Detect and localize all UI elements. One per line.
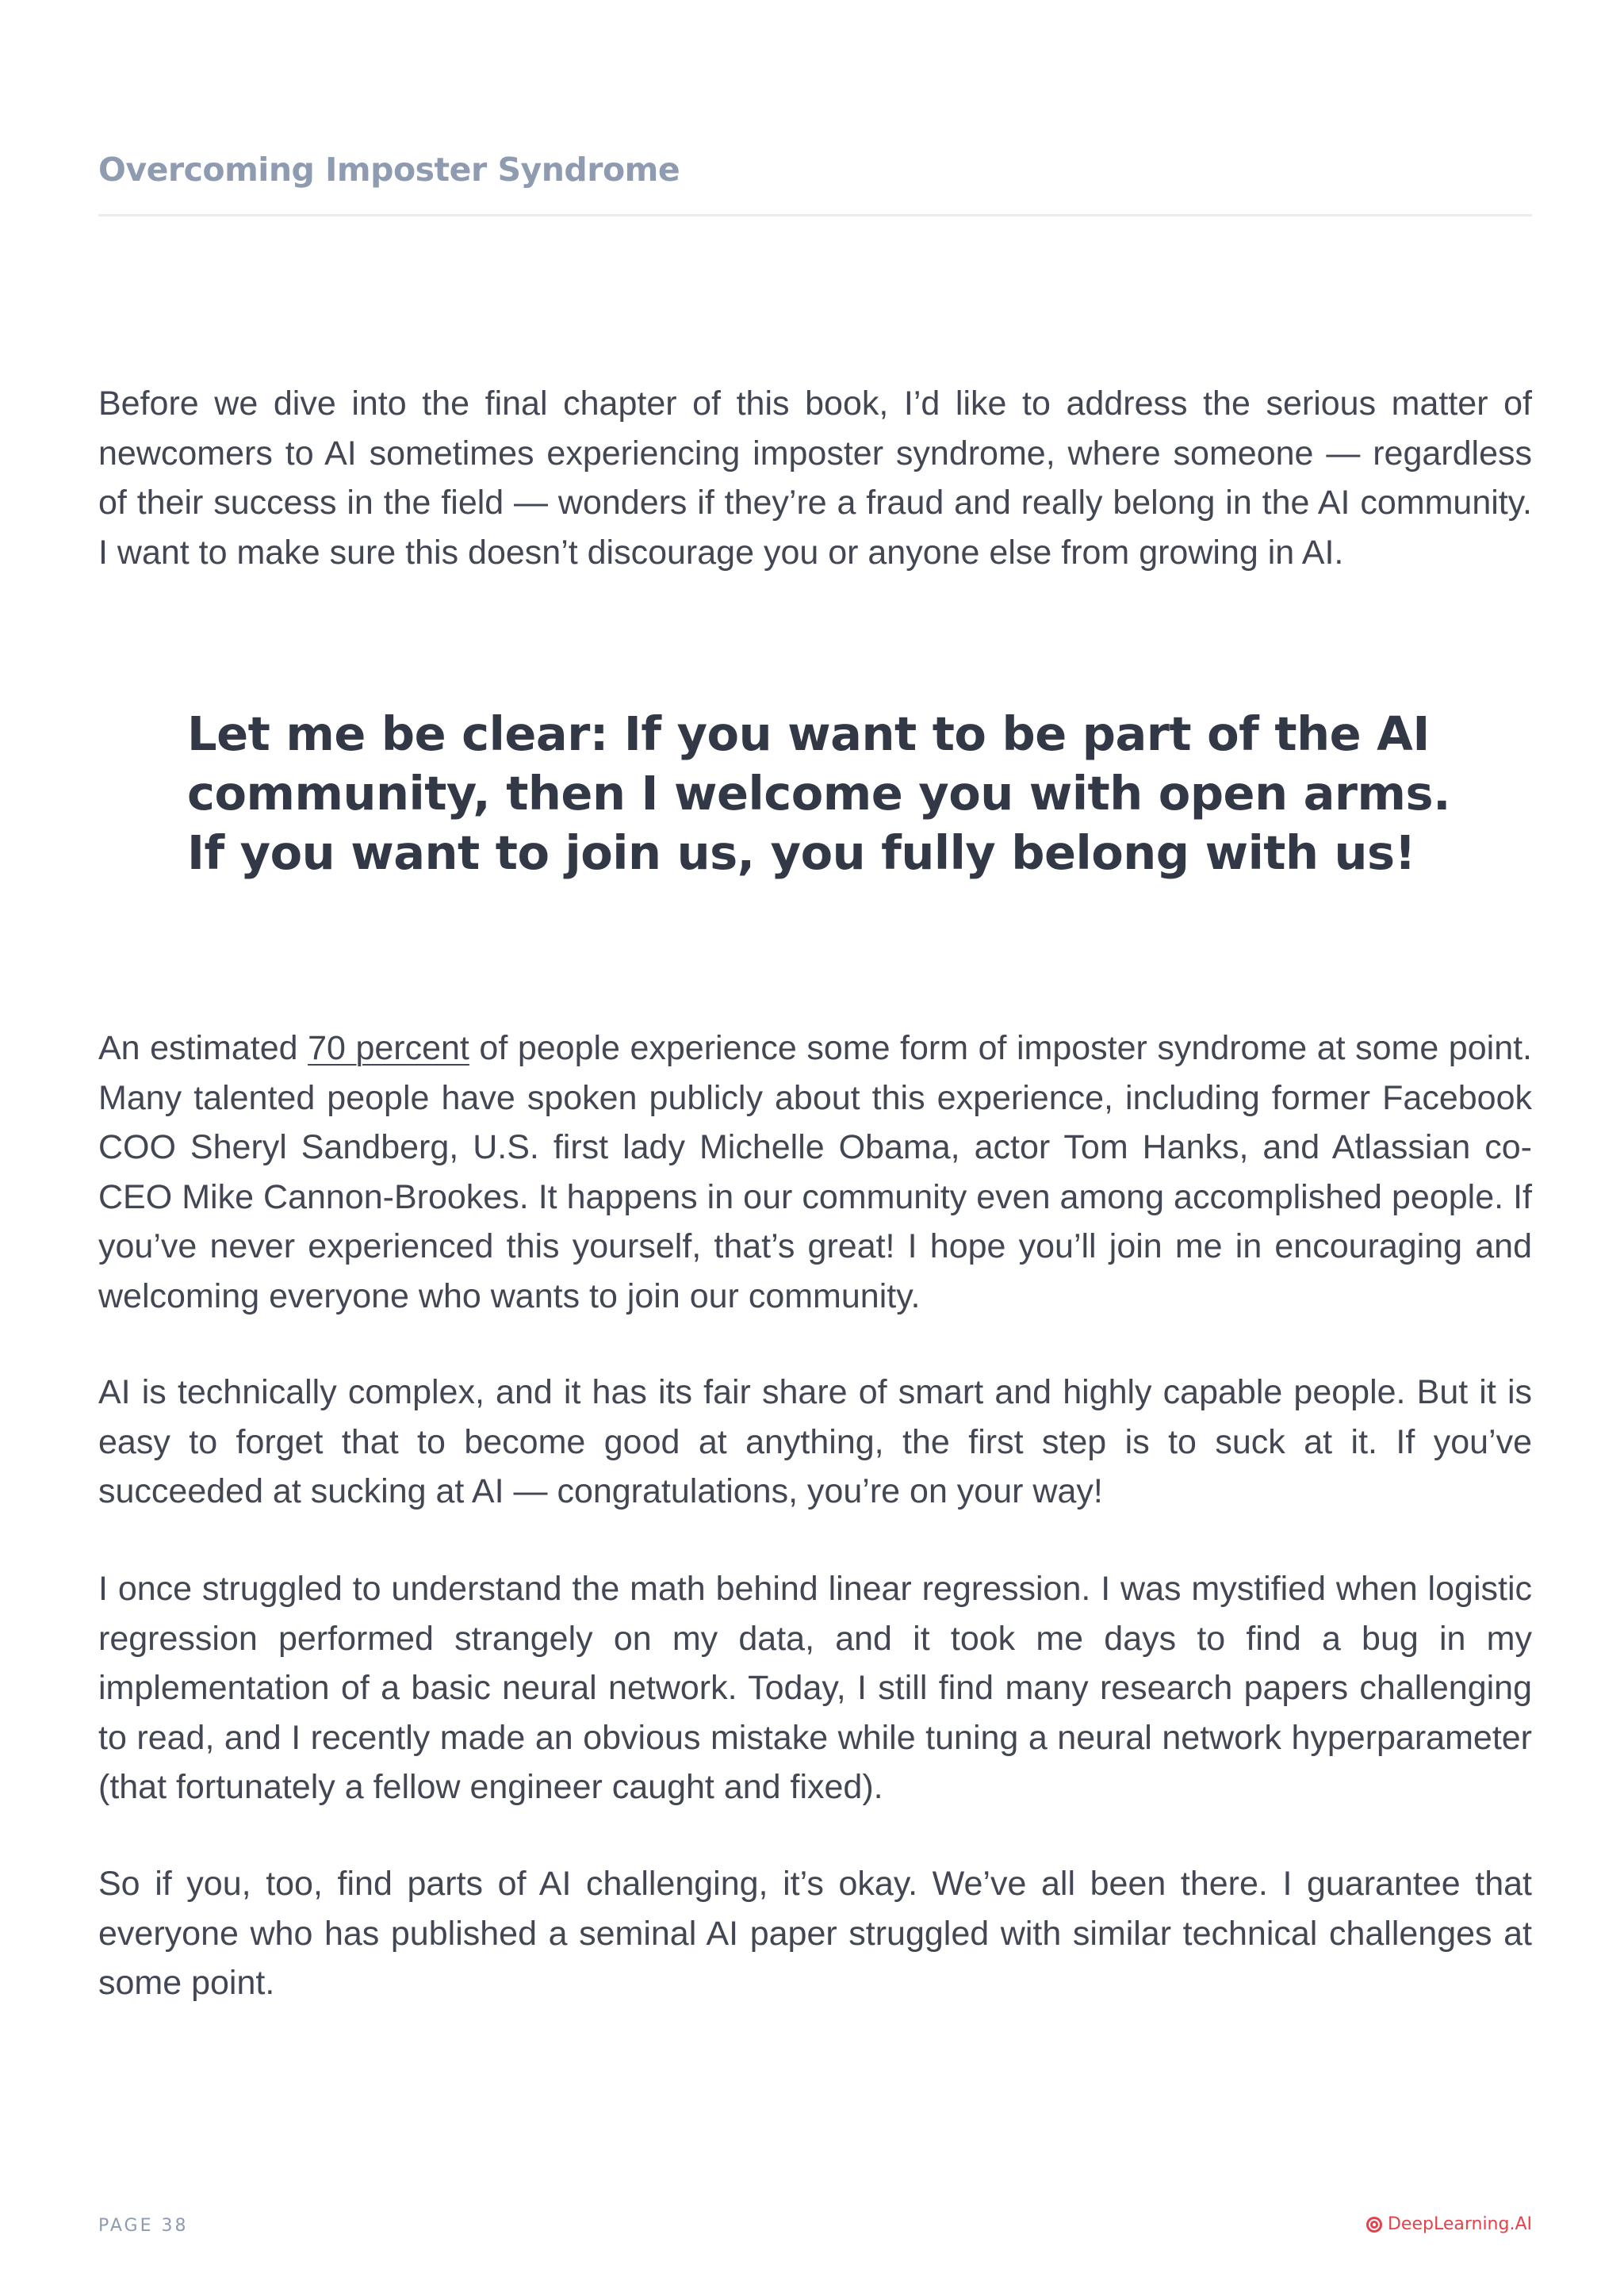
page-number: PAGE 38 [98,2216,189,2236]
pull-quote-line: Let me be clear: If you want to be part of the AI [187,706,1430,761]
statistic-link[interactable]: 70 percent [308,1029,469,1067]
paragraph-text: of people experience some form of imposter syndrome at some point. Many talented people have spoken publicly about this experience, including former Facebook COO Sheryl Sandberg, U.S. first lady Michelle Obama, actor Tom Hanks, and Atlassian co-CEO Mike Cannon-Brookes. It happens in our community even among accomplished people. If you’ve never experienced this yourself, that’s great! I hope you’ll join me in encouraging and welcoming everyone who wants to join our community. [98,1029,1532,1315]
body-paragraph-reassurance: So if you, too, find parts of AI challenging, it’s okay. We’ve all been there. I guarantee that everyone who has published a seminal AI paper struggled with similar technical challenges at some point. [98,1865,1532,2002]
section-title: Overcoming Imposter Syndrome [98,151,680,189]
pull-quote [187,704,1456,882]
page-header [98,146,1532,216]
intro-paragraph: Before we dive into the final chapter of this book, I’d like to address the serious matter of newcomers to AI sometimes experiencing imposter syndrome, where someone — regardless of their success in the field — wonders if they’re a fraud and really belong in the AI community. I want to make sure this doesn’t discourage you or anyone else from growing in AI. [98,385,1532,572]
paragraph-text: An estimated [98,1029,308,1067]
deeplearning-logo-icon [1365,2216,1383,2233]
body-paragraph-complexity: AI is technically complex, and it has its fair share of smart and highly capable people. But it is easy to forget that to become good at anything, the first step is to suck at it. If you’ve succeeded at sucking at AI — congratulations, you’re on your way! [98,1373,1532,1510]
pull-quote-line: community, then I welcome you with open arms. [187,766,1451,821]
pull-quote-line: If you want to join us, you fully belong with us! [187,825,1416,880]
body-paragraph-struggles: I once struggled to understand the math behind linear regression. I was mystified when logistic regression performed strangely on my data, and it took me days to find a bug in my implementation of a basic neural network. Today, I still find many research papers challenging to read, and I recently made an obvious mistake while tuning a neural network hyperparameter (that fortunately a fellow engineer caught and fixed). [98,1570,1532,1806]
brand-logo [1365,2214,1532,2234]
body-paragraph-statistics [98,1024,1532,1321]
brand-logo-text: DeepLearning.AI [1387,2214,1532,2234]
